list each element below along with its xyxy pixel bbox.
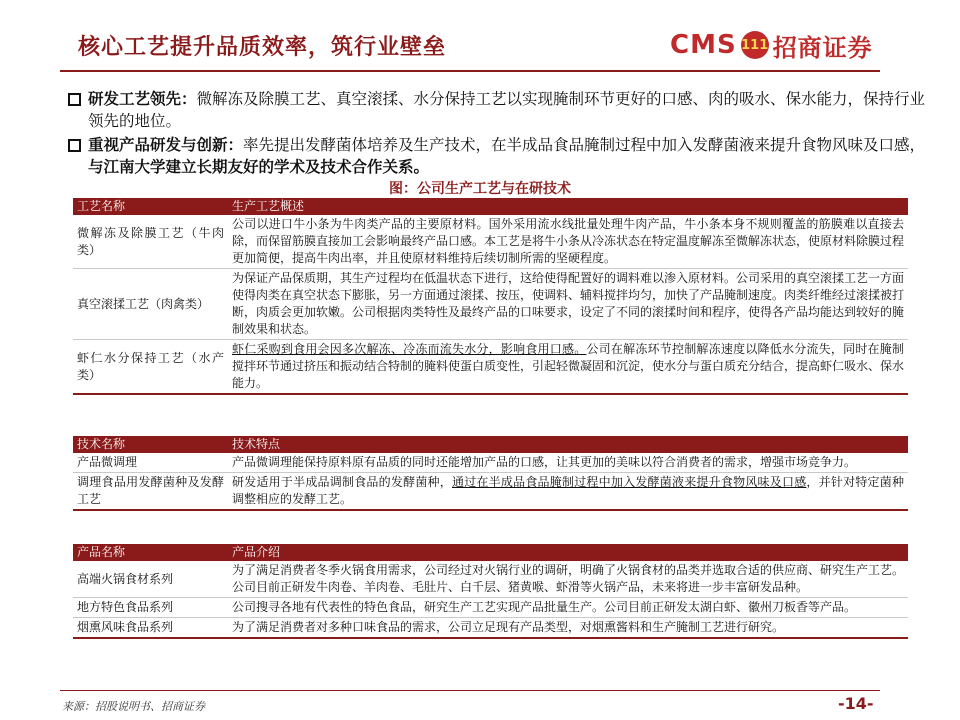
table-row bbox=[73, 215, 908, 269]
table-header-row bbox=[73, 198, 908, 215]
process-name-cell: 真空滚揉工艺（肉禽类） bbox=[73, 269, 228, 340]
desc-text: ，并针对特定菌种调整相应的发酵工艺。 bbox=[232, 475, 904, 506]
column-header: 技术特点 bbox=[228, 436, 908, 453]
column-header: 技术名称 bbox=[73, 436, 228, 453]
tech-table bbox=[73, 436, 908, 511]
product-desc-cell: 为了满足消费者对多种口味食品的需求，公司立足现有产品类型，对烟熏酱料和生产腌制工艺进行研究。 bbox=[228, 618, 908, 639]
page-number: -14- bbox=[838, 694, 874, 713]
table-row bbox=[73, 618, 908, 639]
bullet-list bbox=[68, 88, 928, 180]
process-desc-cell: 为保证产品保质期，其生产过程均在低温状态下进行，这给使得配置好的调料难以渗入原材料。公司采用的真空滚揉工艺一方面使得肉类在真空状态下膨胀，另一方面通过滚揉、按压，使调料、辅料搅拌均匀，加快了产品腌制速度。肉类纤维经过滚揉被打断，肉质会更加软嫩。公司根据肉类特性及最终产品的口味要求，设定了不同的滚揉时间和程序，使得各产品均能达到较好的腌制效果和状态。 bbox=[228, 269, 908, 340]
column-header: 生产工艺概述 bbox=[228, 198, 908, 215]
underlined-text: 虾仁采购到食用会因多次解冻、冷冻而流失水分，影响食用口感。 bbox=[232, 342, 587, 356]
bullet-item-innovation bbox=[68, 134, 928, 178]
table-row bbox=[73, 453, 908, 473]
product-name-cell: 地方特色食品系列 bbox=[73, 598, 228, 618]
product-table bbox=[73, 544, 908, 639]
table-row bbox=[73, 269, 908, 340]
process-desc-cell bbox=[228, 340, 908, 395]
column-header: 工艺名称 bbox=[73, 198, 228, 215]
table-row bbox=[73, 473, 908, 511]
table-header-row bbox=[73, 544, 908, 561]
table-header-row bbox=[73, 436, 908, 453]
underlined-text: 通过在半成品食品腌制过程中加入发酵菌液来提升食物风味及口感 bbox=[452, 475, 807, 489]
desc-text: 公司在解冻环节控制解冻速度以降低水分流失，同时在腌制搅拌环节通过挤压和振动结合特制的腌料使蛋白质变性，引起轻微凝固和沉淀，使水分与蛋白质充分结合，提高虾仁吸水、保水能力。 bbox=[232, 342, 905, 390]
product-name-cell: 高端火锅食材系列 bbox=[73, 561, 228, 598]
logo-cms-text: CMS bbox=[670, 30, 737, 60]
tech-name-cell: 产品微调理 bbox=[73, 453, 228, 473]
bullet-text: 微解冻及除膜工艺、真空滚揉、水分保持工艺以实现腌制环节更好的口感、肉的吸水、保水能力，保持行业领先的地位。 bbox=[88, 90, 926, 130]
column-header: 产品介绍 bbox=[228, 544, 908, 561]
bullet-strong-text: 与江南大学建立长期友好的学术及技术合作关系。 bbox=[88, 157, 430, 176]
page-header bbox=[0, 0, 960, 78]
column-header: 产品名称 bbox=[73, 544, 228, 561]
bullet-text: 率先提出发酵菌体培养及生产技术，在半成品食品腌制过程中加入发酵菌液来提升食物风味及口感， bbox=[243, 136, 926, 154]
process-name-cell: 微解冻及除膜工艺（牛肉类） bbox=[73, 215, 228, 269]
tech-desc-cell bbox=[228, 473, 908, 511]
process-name-cell: 虾仁水分保持工艺（水产类） bbox=[73, 340, 228, 395]
tech-name-cell: 调理食品用发酵菌种及发酵工艺 bbox=[73, 473, 228, 511]
table-row bbox=[73, 340, 908, 395]
logo-cn-text: 招商证券 bbox=[772, 33, 873, 62]
source-note: 来源：招股说明书、招商证券 bbox=[62, 700, 205, 713]
page-title: 核心工艺提升品质效率，筑行业壁垒 bbox=[78, 35, 447, 60]
process-desc-cell: 公司以进口牛小条为牛肉类产品的主要原材料。国外采用流水线批量处理牛肉产品，牛小条本身不规则覆盖的筋膜难以直接去除，而保留筋膜直接加工会影响最终产品口感。本工艺是将牛小条从冷冻状态在特定温度解冻至微解冻状态，使原材料除膜过程更加简便，提高牛肉出率，并且使原材料维持后续切制所需的坚硬程度。 bbox=[228, 215, 908, 269]
tech-desc-cell: 产品微调理能保持原料原有品质的同时还能增加产品的口感，让其更加的美味以符合消费者的需求，增强市场竞争力。 bbox=[228, 453, 908, 473]
product-desc-cell: 公司搜寻各地有代表性的特色食品，研究生产工艺实现产品批量生产。公司目前正研发太湖白虾、徽州刀板香等产品。 bbox=[228, 598, 908, 618]
product-desc-cell: 为了满足消费者冬季火锅食用需求，公司经过对火锅行业的调研，明确了火锅食材的品类并选取合适的供应商、研究生产工艺。公司目前正研发牛肉卷、羊肉卷、毛肚片、白千层、猪黄喉、虾滑等火锅产品，未来将进一步丰富研发品种。 bbox=[228, 561, 908, 598]
bullet-title: 研发工艺领先： bbox=[88, 89, 197, 108]
table-row bbox=[73, 561, 908, 598]
bullet-item-rd-process bbox=[68, 88, 928, 132]
checkbox-bullet-icon bbox=[68, 93, 81, 106]
product-name-cell: 烟熏风味食品系列 bbox=[73, 618, 228, 639]
figure-caption: 图：公司生产工艺与在研技术 bbox=[389, 181, 571, 197]
desc-text: 研发适用于半成品调制食品的发酵菌种， bbox=[232, 475, 452, 489]
broker-logo bbox=[670, 28, 873, 62]
process-table bbox=[73, 198, 908, 395]
checkbox-bullet-icon bbox=[68, 139, 81, 152]
header-divider bbox=[60, 70, 880, 72]
bullet-title: 重视产品研发与创新： bbox=[88, 135, 244, 154]
table-row bbox=[73, 598, 908, 618]
logo-mark-icon: 111 bbox=[741, 31, 769, 59]
footer-divider bbox=[60, 690, 880, 691]
